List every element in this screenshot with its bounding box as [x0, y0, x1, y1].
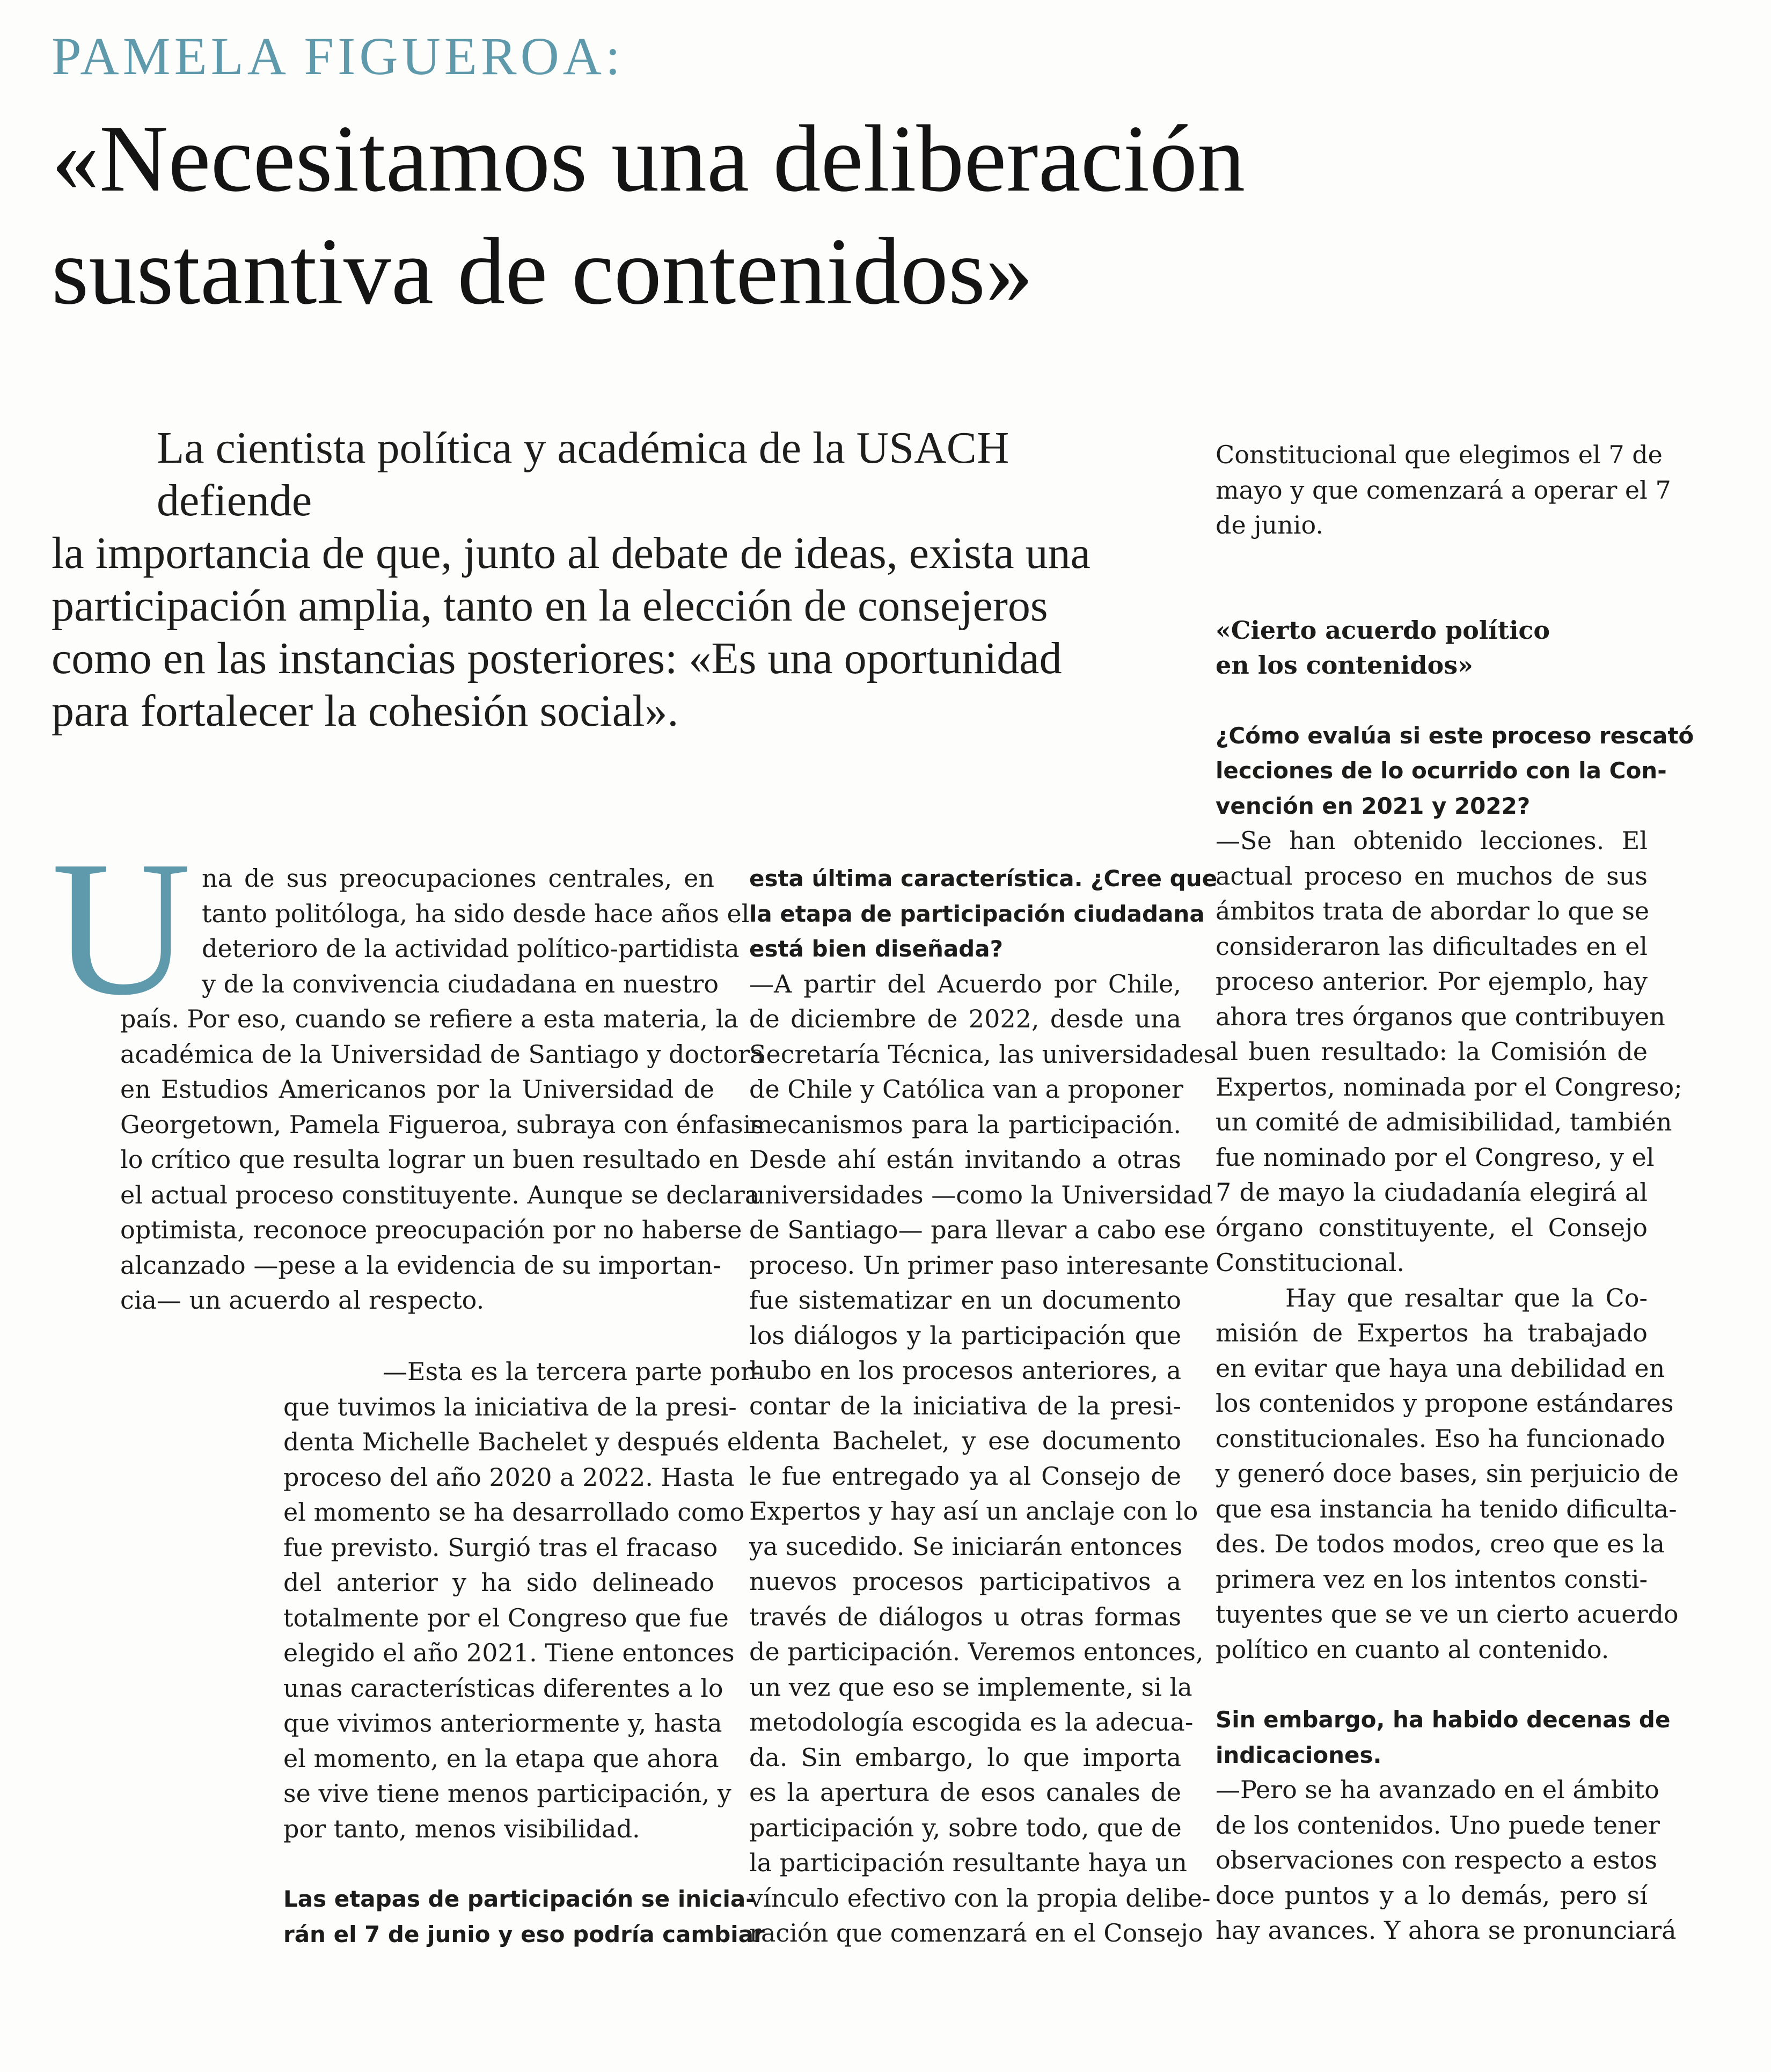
text-line: Constitucional. — [1216, 1248, 1404, 1277]
interview-answer — [1216, 823, 1682, 1281]
section-subhead — [1216, 613, 1648, 683]
interview-answer — [1216, 1772, 1677, 1949]
text-line: y de la convivencia ciudadana en nuestro — [202, 969, 719, 998]
text-line: el momento, en la etapa que ahora — [283, 1743, 719, 1773]
text-line: unas características diferentes a lo — [283, 1673, 723, 1703]
text-line: Georgetown, Pamela Figueroa, subraya con énfasis — [120, 1110, 764, 1139]
text-line: universidades —como la Universidad — [749, 1180, 1213, 1209]
text-line: tanto politóloga, ha sido desde hace años el — [202, 899, 750, 928]
text-line: hay avances. Y ahora se pronunciará — [1216, 1916, 1677, 1945]
text-line: académica de la Universidad de Santiago y doctora — [120, 1039, 765, 1069]
text-line: ración que comenzará en el Consejo — [749, 1918, 1203, 1947]
text-line: por tanto, menos visibilidad. — [283, 1814, 640, 1843]
text-line: de diciembre de 2022, desde una — [749, 1004, 1181, 1033]
text-line: consideraron las dificultades en el — [1216, 931, 1648, 961]
text-line: —Pero se ha avanzado en el ámbito — [1216, 1775, 1659, 1804]
article-kicker: PAMELA FIGUEROA: — [52, 26, 624, 86]
drop-cap: U — [52, 821, 191, 1035]
text-line: el momento se ha desarrollado como — [283, 1498, 745, 1527]
text-line: Sin embargo, ha habido decenas de — [1216, 1706, 1671, 1733]
text-line: participación y, sobre todo, que de — [749, 1813, 1182, 1842]
text-line: esta última característica. ¿Cree que — [749, 865, 1218, 892]
article-headline — [52, 102, 1715, 327]
text-line: constitucionales. Eso ha funcionado — [1216, 1424, 1665, 1453]
text-line: que tuvimos la iniciativa de la presi- — [283, 1392, 737, 1421]
text-line: da. Sin embargo, lo que importa — [749, 1742, 1181, 1772]
text-line: observaciones con respecto a estos — [1216, 1845, 1658, 1874]
text-line: —A partir del Acuerdo por Chile, — [749, 969, 1181, 998]
text-line: que esa instancia ha tenido dificulta- — [1216, 1494, 1677, 1523]
intro-long-block — [120, 1002, 765, 1318]
text-line: Expertos, nominada por el Congreso; — [1216, 1072, 1682, 1101]
text-line: mayo y que comenzará a operar el 7 — [1216, 475, 1671, 505]
text-line: ¿Cómo evalúa si este proceso rescató — [1216, 722, 1694, 749]
text-line: rán el 7 de junio y eso podría cambiar — [283, 1921, 765, 1947]
text-line: de junio. — [1216, 510, 1324, 539]
text-line: 7 de mayo la ciudadanía elegirá al — [1216, 1178, 1648, 1207]
column-2 — [749, 861, 1218, 1951]
lead-line: participación amplia, tanto en la elección de consejeros — [52, 581, 1048, 631]
text-line: misión de Expertos ha trabajado — [1216, 1318, 1648, 1347]
text-line: fue nominado por el Congreso, y el — [1216, 1142, 1655, 1172]
text-line: alcanzado —pese a la evidencia de su importan- — [120, 1250, 721, 1280]
text-line: Las etapas de participación se inicia- — [283, 1886, 755, 1912]
text-line: los contenidos y propone estándares — [1216, 1389, 1674, 1418]
text-line: proceso del año 2020 a 2022. Hasta — [283, 1462, 735, 1492]
text-line: vínculo efectivo con la propia delibe- — [749, 1883, 1211, 1913]
text-line: fue sistematizar en un documento — [749, 1286, 1181, 1315]
column-1-answer — [283, 1354, 765, 1952]
text-line: totalmente por el Congreso que fue — [283, 1603, 729, 1632]
text-line: político en cuanto al contenido. — [1216, 1635, 1609, 1664]
text-line: al buen resultado: la Comisión de — [1216, 1037, 1648, 1066]
text-line: en Estudios Americanos por la Universidad de — [120, 1075, 714, 1104]
text-line: Expertos y hay así un anclaje con lo — [749, 1497, 1198, 1526]
text-line: denta Bachelet, y ese documento — [749, 1426, 1181, 1455]
text-line: que vivimos anteriormente y, hasta — [283, 1709, 722, 1738]
interview-question — [1216, 1702, 1671, 1772]
text-line: —Se han obtenido lecciones. El — [1216, 826, 1648, 855]
text-line: ahora tres órganos que contribuyen — [1216, 1002, 1665, 1031]
lead-line: La cientista política y académica de la USACH defiende — [157, 423, 1009, 526]
text-line: de Chile y Católica van a proponer — [749, 1075, 1183, 1104]
text-line: de los contenidos. Uno puede tener — [1216, 1810, 1660, 1840]
column-3 — [1216, 437, 1694, 1949]
interview-question — [1216, 718, 1694, 824]
text-line: Hay que resaltar que la Co- — [1285, 1283, 1648, 1312]
text-line: deterioro de la actividad político-partidista — [202, 934, 740, 963]
text-line: nuevos procesos participativos a — [749, 1567, 1181, 1596]
text-line: y generó doce bases, sin perjuicio de — [1216, 1459, 1679, 1488]
text-line: de Santiago— para llevar a cabo ese — [749, 1215, 1206, 1244]
text-line: elegido el año 2021. Tiene entonces — [283, 1638, 735, 1667]
text-line: través de diálogos u otras formas — [749, 1602, 1181, 1631]
text-line: indicaciones. — [1216, 1741, 1382, 1768]
intro-short-block — [202, 861, 750, 1002]
text-line: hubo en los procesos anteriores, a — [749, 1356, 1181, 1385]
text-line: los diálogos y la participación que — [749, 1320, 1181, 1350]
interview-answer — [749, 967, 1217, 1951]
text-line: —Esta es la tercera parte por- — [383, 1357, 761, 1386]
text-line: un comité de admisibilidad, también — [1216, 1107, 1672, 1136]
text-line: ámbitos trata de abordar lo que se — [1216, 896, 1650, 925]
text-line: na de sus preocupaciones centrales, en — [202, 864, 714, 893]
text-line: es la apertura de esos canales de — [749, 1778, 1181, 1807]
headline-line: «Necesitamos una deliberación — [52, 105, 1246, 211]
text-line: denta Michelle Bachelet y después el — [283, 1427, 750, 1456]
text-line: doce puntos y a lo demás, pero sí — [1216, 1880, 1648, 1910]
text-line: está bien diseñada? — [749, 936, 1003, 962]
text-line: Desde ahí están invitando a otras — [749, 1145, 1181, 1174]
text-line: Secretaría Técnica, las universidades — [749, 1039, 1217, 1069]
text-line: lo crítico que resulta lograr un buen resultado en — [120, 1145, 740, 1174]
text-line: ya sucedido. Se iniciarán entonces — [749, 1531, 1183, 1561]
text-line: la participación resultante haya un — [749, 1848, 1187, 1877]
text-line: tuyentes que se ve un cierto acuerdo — [1216, 1600, 1679, 1629]
interview-question — [749, 861, 1218, 967]
continuation-text — [1216, 437, 1671, 543]
text-line: órgano constituyente, el Consejo — [1216, 1213, 1648, 1242]
text-line: optimista, reconoce preocupación por no haberse — [120, 1215, 742, 1244]
text-line: lecciones de lo ocurrido con la Con- — [1216, 757, 1667, 784]
text-line: de participación. Veremos entonces, — [749, 1637, 1204, 1666]
interview-answer — [1216, 1281, 1679, 1668]
text-line: des. De todos modos, creo que es la — [1216, 1529, 1665, 1558]
text-line: fue previsto. Surgió tras el fracaso — [283, 1533, 718, 1562]
text-line: actual proceso en muchos de sus — [1216, 861, 1648, 891]
text-line: la etapa de participación ciudadana — [749, 900, 1205, 927]
text-line: en evitar que haya una debilidad en — [1216, 1353, 1665, 1383]
text-line: vención en 2021 y 2022? — [1216, 792, 1531, 819]
lead-line: para fortalecer la cohesión social». — [52, 686, 679, 736]
text-line: primera vez en los intentos consti- — [1216, 1564, 1648, 1594]
text-line: metodología escogida es la adecua- — [749, 1708, 1194, 1737]
text-line: proceso anterior. Por ejemplo, hay — [1216, 967, 1648, 996]
text-line: el actual proceso constituyente. Aunque se declara — [120, 1180, 760, 1209]
text-line: país. Por eso, cuando se refiere a esta materia, la — [120, 1004, 738, 1033]
text-line: le fue entregado ya al Consejo de — [749, 1461, 1181, 1491]
text-line: del anterior y ha sido delineado — [283, 1568, 714, 1597]
interview-question — [283, 1881, 765, 1952]
text-line: se vive tiene menos participación, y — [283, 1779, 731, 1808]
lead-line: la importancia de que, junto al debate de ideas, exista una — [52, 528, 1091, 578]
lead-line: como en las instancias posteriores: «Es una oportunidad — [52, 633, 1062, 683]
headline-line: sustantiva de contenidos» — [52, 218, 1034, 324]
text-line: mecanismos para la participación. — [749, 1110, 1181, 1139]
article-lead — [52, 422, 1173, 738]
text-line: contar de la iniciativa de la presi- — [749, 1391, 1181, 1420]
text-line: en los contenidos» — [1216, 651, 1473, 680]
text-line: un vez que eso se implemente, si la — [749, 1672, 1192, 1702]
text-line: proceso. Un primer paso interesante — [749, 1250, 1209, 1280]
text-line: cia— un acuerdo al respecto. — [120, 1286, 485, 1315]
text-line: Constitucional que elegimos el 7 de — [1216, 440, 1663, 469]
text-line: «Cierto acuerdo político — [1216, 615, 1550, 645]
